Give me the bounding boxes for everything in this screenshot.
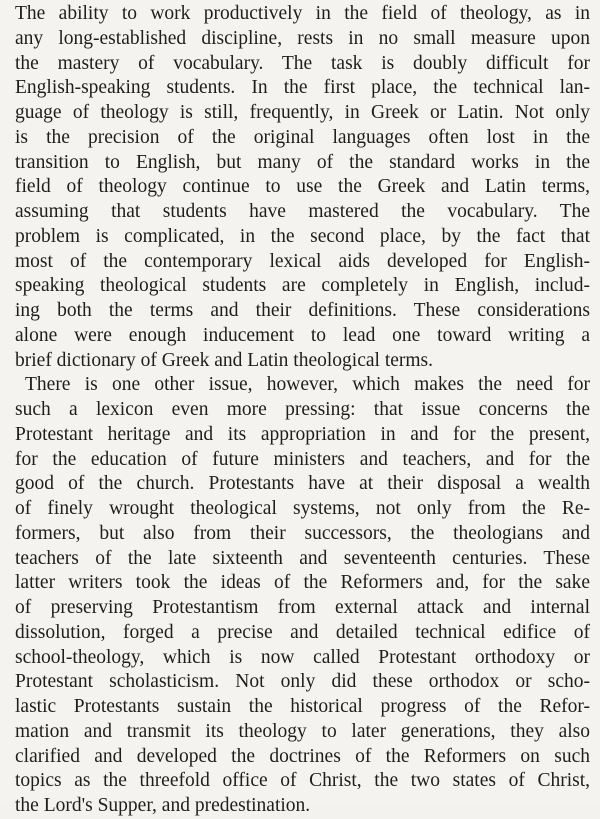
text-line: The ability to work productively in the field of theology, as in — [15, 3, 590, 24]
text-line: is the precision of the original languages often lost in the — [15, 126, 590, 148]
text-line: dissolution, forged a precise and detailed technical edifice of — [15, 621, 590, 643]
text-line: Protestant heritage and its appropriation in and for the present, — [15, 423, 590, 445]
text-line: guage of theology is still, frequently, in Greek or Latin. Not only — [15, 102, 590, 123]
text-line: formers, but also from their successors, the theologians and — [15, 522, 590, 544]
text-line: good of the church. Protestants have at their disposal a wealth — [15, 473, 590, 495]
text-line: brief dictionary of Greek and Latin theological terms. — [15, 349, 434, 371]
text-line: transition to English, but many of the standard works in the — [15, 151, 590, 173]
text-line: most of the contemporary lexical aids developed for English- — [15, 250, 590, 272]
text-line: mation and transmit its theology to later generations, they also — [15, 720, 590, 742]
text-line: such a lexicon even more pressing: that issue concerns the — [15, 399, 590, 420]
text-line: alone were enough inducement to lead one toward writing a — [15, 324, 590, 346]
body-text — [15, 2, 590, 819]
text-line: lastic Protestants sustain the historical progress of the Refor- — [15, 696, 590, 717]
text-line: topics as the threefold office of Christ, the two states of Christ, — [15, 770, 590, 792]
text-line: of preserving Protestantism from external attack and internal — [15, 597, 590, 618]
text-line: any long-established discipline, rests in no small measure upon — [15, 27, 590, 49]
text-line: assuming that students have mastered the vocabulary. The — [15, 201, 590, 222]
text-line: the mastery of vocabulary. The task is doubly difficult for — [15, 52, 590, 74]
text-line: for the education of future ministers and teachers, and for the — [15, 448, 590, 470]
text-line: ing both the terms and their definitions. These considerations — [15, 300, 590, 321]
paragraph-2 — [15, 373, 590, 819]
text-line: speaking theological students are completely in English, includ- — [15, 275, 590, 297]
text-line: teachers of the late sixteenth and seventeenth centuries. These — [15, 547, 590, 569]
paragraph-1 — [15, 2, 590, 373]
text-line: the Lord's Supper, and predestination. — [15, 795, 311, 816]
text-line: clarified and developed the doctrines of the Reformers on such — [15, 745, 590, 767]
text-line: English-speaking students. In the first place, the technical lan- — [15, 77, 590, 99]
text-line: problem is complicated, in the second place, by the fact that — [15, 225, 590, 247]
text-line: There is one other issue, however, which makes the need for — [25, 374, 590, 396]
text-line: field of theology continue to use the Greek and Latin terms, — [15, 176, 590, 198]
text-line: of finely wrought theological systems, not only from the Re- — [15, 498, 590, 519]
text-line: latter writers took the ideas of the Reformers and, for the sake — [15, 572, 590, 594]
text-line: school-theology, which is now called Protestant orthodoxy or — [15, 646, 590, 668]
text-line: Protestant scholasticism. Not only did these orthodox or scho- — [15, 671, 590, 693]
